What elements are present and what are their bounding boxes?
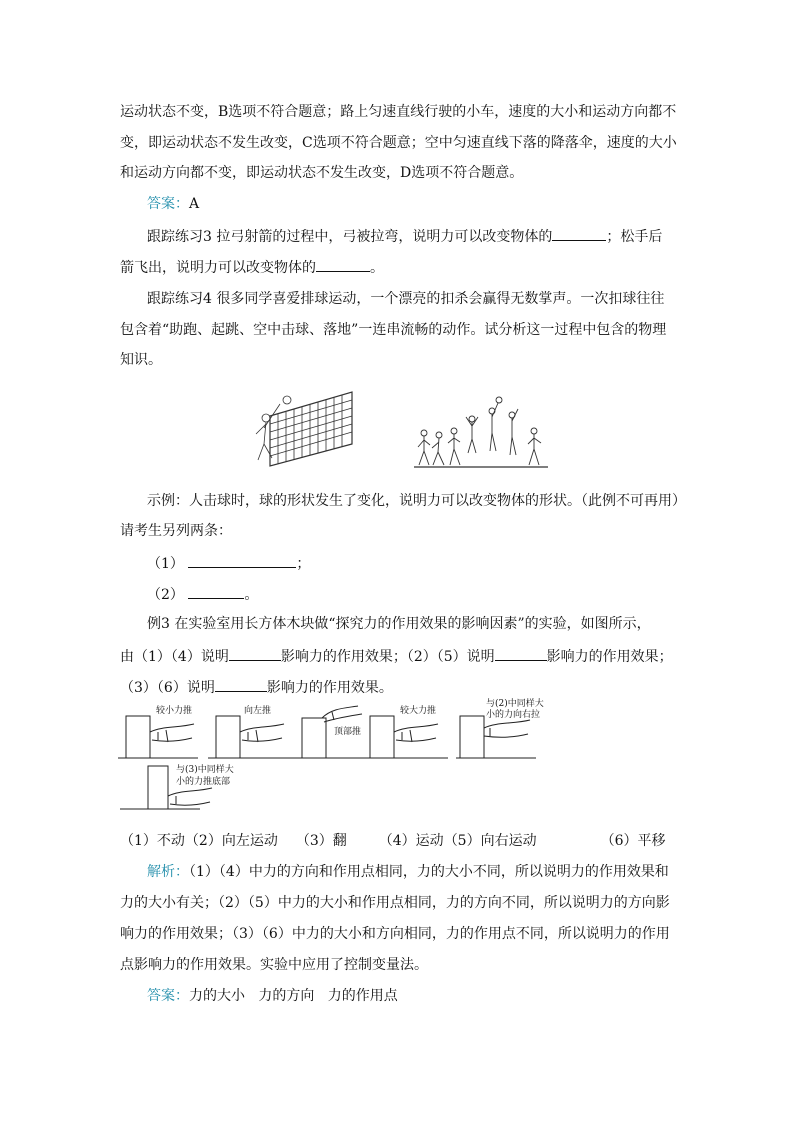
analysis-line xyxy=(147,862,669,882)
example-3: 例3 在实验室用长方体木块做“探究力的作用效果的影响因素”的实验，如图所示， xyxy=(147,616,651,632)
answer-label: 答案： xyxy=(147,196,189,212)
text-line: 包含着“助跑、起跳、空中击球、落地”一连串流畅的动作。试分析这一过程中包含的物理 xyxy=(120,322,667,338)
exercise-3-text: 箭飞出，说明力可以改变物体的 xyxy=(120,260,316,276)
item-end: 。 xyxy=(244,587,259,603)
text-line: 知识。 xyxy=(120,352,162,368)
results-line xyxy=(120,831,666,851)
text-line: 变，即运动状态不发生改变，C选项不符合题意；空中匀速直线下落的降落伞，速度的大小 xyxy=(120,135,677,151)
item-number: （1） xyxy=(147,556,184,572)
exercise-4: 跟踪练习4 很多同学喜爱排球运动，一个漂亮的扣杀会赢得无数掌声。一次扣球往往 xyxy=(147,291,665,307)
answer-blank[interactable] xyxy=(215,677,267,692)
sample-line: 示例：人击球时，球的形状发生了变化，说明力可以改变物体的形状。（此例不可再用） xyxy=(147,493,686,509)
text-line: 点影响力的作用效果。实验中应用了控制变量法。 xyxy=(120,957,428,973)
result-item: （3）翻 xyxy=(295,833,347,849)
example-3-text: （3）（6）说明 xyxy=(120,680,215,696)
text-line: 响力的作用效果；（3）（6）中力的大小和方向相同，力的作用点不同，所以说明力的作用 xyxy=(120,926,670,942)
example-3-text: 影响力的作用效果。 xyxy=(266,680,393,696)
item-end: ； xyxy=(296,556,311,572)
result-item: （5）向右运动 xyxy=(443,833,537,849)
figure-caption: 与(3)中同样大 xyxy=(176,765,234,775)
text-line: 运动状态不变，B选项不符合题意；路上匀速直线行驶的小车，速度的大小和运动方向都不 xyxy=(120,104,677,120)
figure-caption: 小的力向右拉 xyxy=(486,710,541,720)
figure-caption: 顶部推 xyxy=(334,727,362,737)
exercise-3-text: 跟踪练习3 拉弓射箭的过程中，弓被拉弯，说明力可以改变物体的 xyxy=(147,229,553,245)
exercise-3-line2 xyxy=(120,257,384,278)
answer-1 xyxy=(147,194,199,214)
answer-value: 力的大小 力的方向 力的作用点 xyxy=(189,988,398,1004)
result-item: （2）向左运动 xyxy=(184,833,278,849)
answer-2 xyxy=(147,986,398,1006)
example-3-line2 xyxy=(120,646,673,667)
answer-blank[interactable] xyxy=(229,646,281,661)
figure-caption: 与(2)中同样大 xyxy=(486,699,544,709)
answer-blank[interactable] xyxy=(316,257,370,272)
analysis-text: （1）（4）中力的方向和作用点相同，力的大小不同，所以说明力的作用效果和 xyxy=(189,864,669,880)
example-3-text: 影响力的作用效果；（2）（5）说明 xyxy=(280,649,495,665)
item-number: （2） xyxy=(147,587,184,603)
volleyball-spike-illustration xyxy=(250,388,354,472)
answer-blank[interactable] xyxy=(495,646,547,661)
example-3-text: 由（1）（4）说明 xyxy=(120,649,229,665)
text-line: 和运动方向都不变，即运动状态不发生改变，D选项不符合题意。 xyxy=(120,165,524,181)
exercise-3-text: ；松手后 xyxy=(606,229,663,245)
figure-caption: 向左推 xyxy=(244,706,272,716)
sample-instruction: 请考生另列两条： xyxy=(120,523,232,539)
answer-label: 答案： xyxy=(147,988,189,1004)
example-3-text: 影响力的作用效果； xyxy=(546,649,673,665)
exercise-3-text: 。 xyxy=(370,260,384,276)
result-item: （4）运动 xyxy=(378,833,444,849)
result-item: （1）不动 xyxy=(120,833,185,849)
analysis-label: 解析： xyxy=(147,864,189,880)
answer-blank[interactable] xyxy=(188,584,244,599)
result-item: （6）平移 xyxy=(600,833,666,849)
figure-caption: 较小力推 xyxy=(156,706,193,716)
answer-item-2 xyxy=(147,584,258,605)
volleyball-sequence-illustration xyxy=(414,395,549,470)
text-line: 力的大小有关；（2）（5）中力的大小和作用点相同，力的方向不同，所以说明力的方向影 xyxy=(120,895,670,911)
figure-caption: 小的力推底部 xyxy=(176,777,231,787)
answer-blank[interactable] xyxy=(188,553,296,568)
answer-blank[interactable] xyxy=(552,226,606,241)
example-3-line3 xyxy=(120,677,393,698)
exercise-3 xyxy=(147,226,662,247)
answer-value: A xyxy=(189,196,200,212)
figure-caption: 较大力推 xyxy=(400,706,437,716)
answer-item-1 xyxy=(147,553,310,574)
